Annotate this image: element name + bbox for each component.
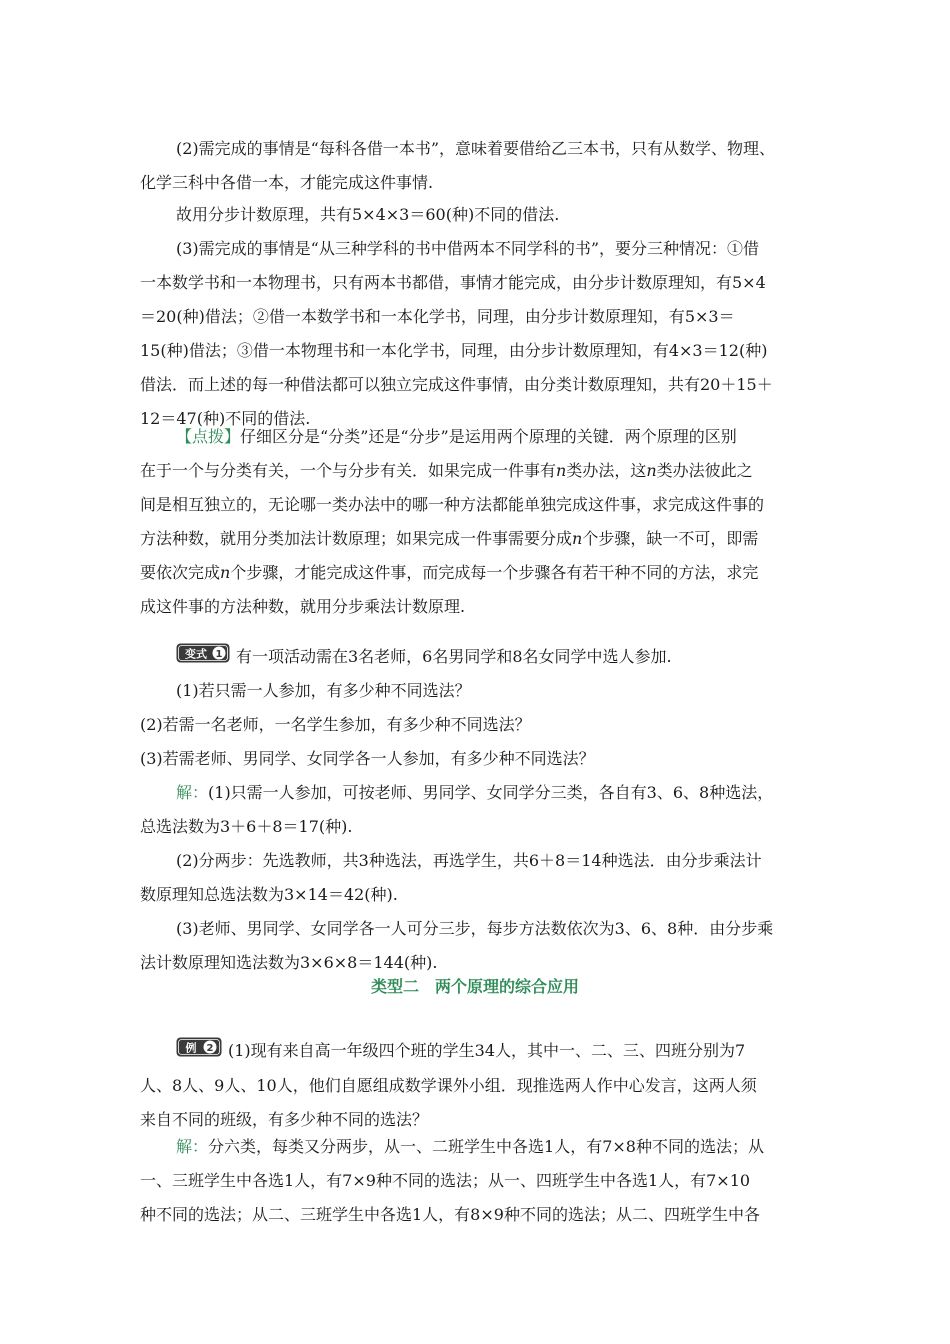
example-badge bbox=[176, 1035, 222, 1069]
solution-part3 bbox=[140, 232, 820, 436]
variant-solution: 解：(1)只需一人参加，可按老师、男同学、女同学分三类，各自有3、6、8种选法， 总选法数为3＋6＋8＝17(种). bbox=[140, 783, 774, 836]
variant-solution-part3: (3)老师、男同学、女同学各一人可分三步，每步方法数依次为3、6、8种．由分步乘 法计数原理知选法数为3×6×8＝144(种). bbox=[140, 919, 774, 972]
text-line: 化学三科中各借一本，才能完成这件事情. bbox=[140, 173, 434, 192]
example-badge-label: 例 bbox=[185, 1041, 197, 1054]
text-line: 12＝47(种)不同的借法. bbox=[140, 409, 311, 428]
text-line: (2)需完成的事情是“每科各借一本书”，意味着要借给乙三本书，只有从数学、物理、 bbox=[176, 139, 776, 158]
tip-label: 【点拨】 bbox=[176, 427, 241, 446]
variant-badge-number: 1 bbox=[215, 648, 223, 660]
example-question: 例 2 (1)现有来自高一年级四个班的学生34人，其中一、二、三、四班分别为7 人、8人、9人、10人，他们自愿组成数学课外小组．现推选两人作中心发言，这两人须 来自不同的班级，有多少种不同的选法？ bbox=[140, 1034, 820, 1137]
sub-question: (1)若只需一人参加，有多少种不同选法？ bbox=[176, 681, 471, 700]
variant-badge-label: 变式 bbox=[185, 647, 207, 660]
text-line: ＝20(种)借法；②借一本数学书和一本化学书，同理，由分步计数原理知，有5×3＝ bbox=[140, 307, 735, 326]
text-line: (3)需完成的事情是“从三种学科的书中借两本不同学科的书”，要分三种情况：①借 bbox=[176, 239, 760, 258]
example-solution: 解：分六类，每类又分两步，从一、二班学生中各选1人，有7×8种不同的选法；从 一、三班学生中各选1人，有7×9种不同的选法；从一、四班学生中各选1人，有7×10 种不同的选法；从二、三班学生中各选1人，有8×9种不同的选法；从二、四班学生中各 bbox=[140, 1137, 764, 1224]
text-line: 故用分步计数原理，共有5×4×3＝60(种)不同的借法. bbox=[176, 205, 560, 224]
text-line: 15(种)借法；③借一本物理书和一本化学书，同理，由分步计数原理知，有4×3＝12(种) bbox=[140, 341, 768, 360]
text-line: 一本数学书和一本物理书，只有两本书都借，事情才能完成，由分步计数原理知，有5×4 bbox=[140, 273, 766, 292]
section-heading: 类型二 两个原理的综合应用 bbox=[370, 977, 579, 996]
solution-part2 bbox=[140, 132, 820, 200]
example-badge-icon bbox=[176, 1037, 222, 1057]
solution-part2-conclusion bbox=[140, 198, 820, 232]
solution-label: 解： bbox=[176, 1137, 209, 1156]
solution-label: 解： bbox=[176, 783, 209, 802]
variant-question bbox=[176, 640, 820, 675]
text-line: 有一项活动需在3名老师，6名男同学和8名女同学中选人参加. bbox=[236, 647, 672, 666]
variant-badge bbox=[176, 641, 230, 675]
tip-paragraph: 【点拨】仔细区分是“分类”还是“分步”是运用两个原理的关键．两个原理的区别 在于一个与分类有关，一个与分步有关．如果完成一件事有n类办法，这n类办法彼此之 间是相互独立的，无论哪一类办法中的哪一种方法都能单独完成这件事，求完成这件事的 方法种数，就用分类加法计数原理；如果完成一件事需要分成n个步骤，缺一不可，即需 要依次完成n个步骤，才能完成这件事，而完成每一个步骤各有若干种不同的方法，求完 成这件事的方法种数，就用分步乘法计数原理. bbox=[140, 427, 765, 616]
variant-sub-questions bbox=[140, 674, 820, 776]
variant-badge-icon bbox=[176, 643, 230, 663]
variant-solution-part2: (2)分两步：先选教师，共3种选法，再选学生，共6＋8＝14种选法．由分步乘法计 数原理知总选法数为3×14＝42(种). bbox=[140, 851, 762, 904]
sub-question: (3)若需老师、男同学、女同学各一人参加，有多少种不同选法？ bbox=[140, 749, 595, 768]
text-line: 借法．而上述的每一种借法都可以独立完成这件事情，由分类计数原理知，共有20＋15＋ bbox=[140, 375, 773, 394]
example-badge-number: 2 bbox=[206, 1042, 214, 1054]
sub-question: (2)若需一名老师，一名学生参加，有多少种不同选法？ bbox=[140, 715, 531, 734]
